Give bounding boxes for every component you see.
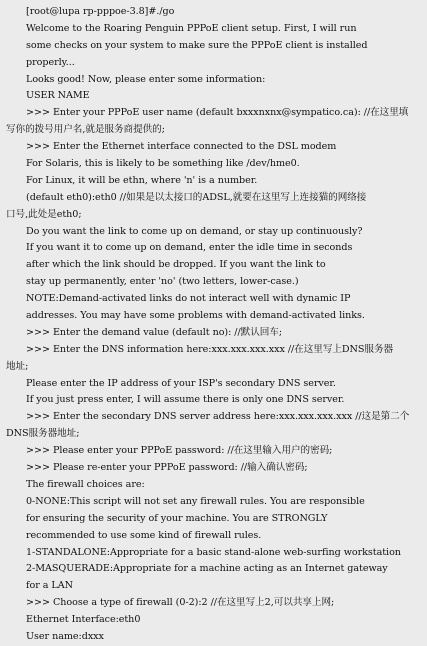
terminal-line: USER NAME [26, 90, 90, 102]
terminal-line: >>> Enter the DNS information here:xxx.xxx.xxx.xxx //在这里写上DNS服务器 [26, 343, 394, 355]
terminal-line: 口号,此处是eth0; [6, 208, 82, 220]
terminal-line: addresses. You may have some problems with demand-activated links. [26, 310, 365, 322]
terminal-line: >>> Enter the Ethernet interface connected to the DSL modem [26, 141, 337, 153]
terminal-line: >>> Please enter your PPPoE password: //在这里输入用户的密码; [26, 445, 333, 457]
terminal-line: Ethernet Interface:eth0 [26, 614, 141, 626]
terminal-line: for ensuring the security of your machine. You are STRONGLY [26, 512, 328, 524]
terminal-line: for a LAN [26, 580, 73, 592]
terminal-line: If you want it to come up on demand, enter the idle time in seconds [26, 242, 353, 254]
terminal-line: [root@lupa rp-pppoe-3.8]#./go [26, 6, 175, 17]
terminal-line: 0-NONE:This script will not set any firewall rules. You are responsible [26, 495, 365, 507]
terminal-line: 1-STANDALONE:Appropriate for a basic stand-alone web-surfing workstation [26, 546, 401, 558]
terminal-line: >>> Please re-enter your PPPoE password: //输入确认密码; [26, 462, 308, 474]
terminal-line: Welcome to the Roaring Penguin PPPoE client setup. First, I will run [26, 22, 357, 34]
terminal-line: >>> Enter the secondary DNS server address here:xxx.xxx.xxx.xxx //这是第二个 [26, 411, 410, 423]
terminal-line: The firewall choices are: [26, 478, 145, 490]
terminal-line: If you just press enter, I will assume there is only one DNS server. [26, 394, 345, 406]
terminal-line: User name:dxxx [26, 630, 104, 642]
terminal-line: DNS服务器地址; [6, 428, 80, 440]
terminal-line: 写你的拨号用户名,就是服务商提供的; [6, 124, 165, 136]
terminal-line: (default eth0):eth0 //如果是以太接口的ADSL,就要在这里写上连接猫的网络接 [26, 191, 367, 203]
terminal-line: >>> Choose a type of firewall (0-2):2 //在这里写上2,可以共享上网; [26, 597, 335, 609]
terminal-line: Do you want the link to come up on demand, or stay up continuously? [26, 225, 363, 237]
terminal-line: Looks good! Now, please enter some information: [26, 73, 266, 85]
terminal-line: NOTE:Demand-activated links do not interact well with dynamic IP [26, 293, 351, 305]
terminal-line: 2-MASQUERADE:Appropriate for a machine acting as an Internet gateway [26, 563, 388, 575]
terminal-line: some checks on your system to make sure the PPPoE client is installed [26, 39, 368, 51]
terminal-line: after which the link should be dropped. If you want the link to [26, 259, 326, 271]
terminal-line: 地址; [6, 360, 29, 372]
terminal-line: recommended to use some kind of firewall rules. [26, 529, 262, 541]
terminal-line: For Solaris, this is likely to be something like /dev/hme0. [26, 158, 300, 170]
terminal-line: stay up permanently, enter 'no' (two letters, lower-case.) [26, 276, 299, 288]
terminal-line: >>> Enter your PPPoE user name (default bxxxnxnx@sympatico.ca): //在这里填 [26, 107, 409, 119]
terminal-line: >>> Enter the demand value (default no): //默认回车; [26, 326, 283, 338]
terminal-line: For Linux, it will be ethn, where 'n' is a number. [26, 174, 258, 186]
terminal-line: properly... [26, 56, 75, 68]
terminal-line: Please enter the IP address of your ISP's secondary DNS server. [26, 377, 336, 389]
